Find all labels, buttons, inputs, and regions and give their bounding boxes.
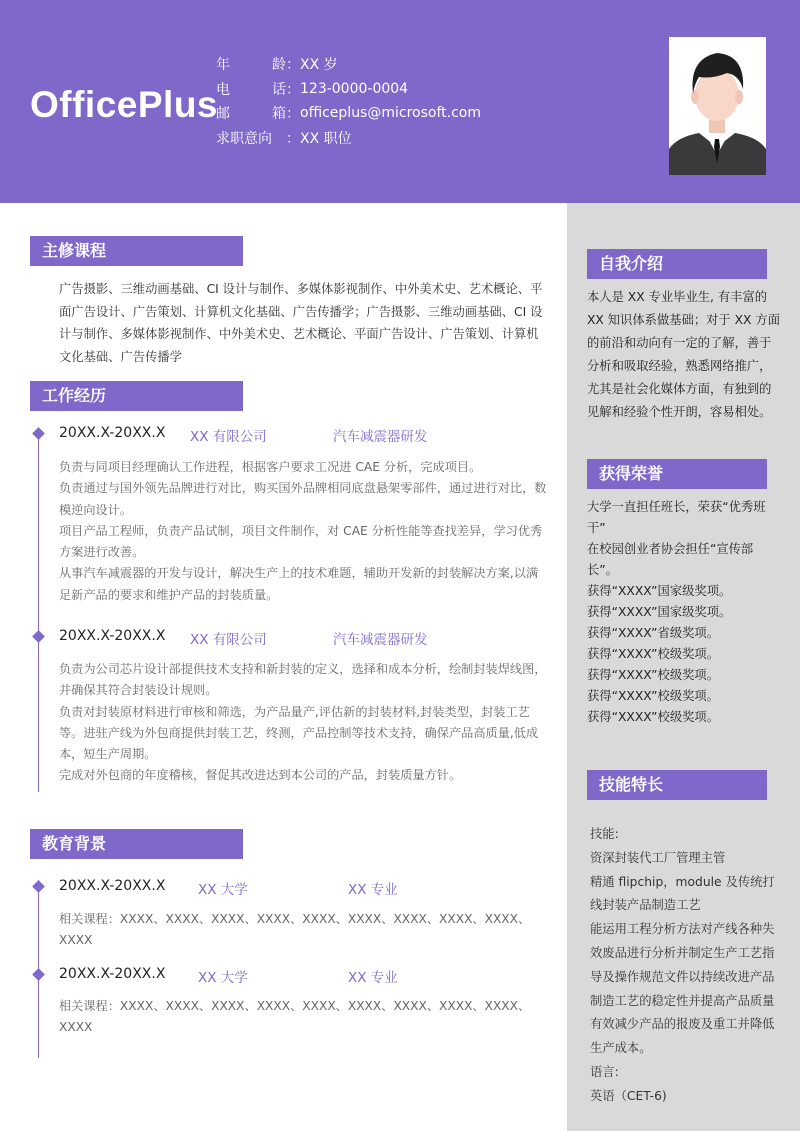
timeline-marker [32, 630, 45, 643]
intro-text: 本人是 XX 专业毕业生, 有丰富的 XX 知识体系做基础；对于 XX 方面的前沿和动向有一定的了解，善于分析和吸取经验，熟悉网络推广，尤其是社会化媒体方面，有独到的见解和经验个性开朗，容易相处。 [587, 290, 780, 419]
job-description [59, 457, 547, 606]
honor-item: 获得“XXXX”省级奖项。 [587, 626, 720, 640]
section-title-work: 工作经历 [30, 381, 243, 411]
job-date: 20XX.X-20XX.X [59, 628, 166, 644]
honor-item: 获得“XXXX”校级奖项。 [587, 668, 720, 682]
job-line: 负责与同项目经理确认工作进程，根据客户要求工况进 CAE 分析，完成项目。 [59, 460, 482, 474]
timeline-marker [32, 880, 45, 893]
skill-item: 能运用工程分析方法对产线各种失效废品进行分析并制定生产工艺指导及操作规范文件以持续改进产品制造工艺的稳定性并提高产品质量有效减少产品的报废及重工并降低生产成本。 [590, 922, 775, 1056]
work-timeline [38, 430, 39, 792]
timeline-marker [32, 427, 45, 440]
timeline-marker [32, 968, 45, 981]
skill-item: 语言: [590, 1064, 619, 1079]
edu-major: XX 专业 [348, 970, 398, 986]
skills-list [590, 823, 780, 1109]
job-description [59, 659, 547, 787]
section-title-honors: 获得荣誉 [587, 459, 767, 489]
edu-school: XX 大学 [198, 882, 248, 898]
job-line: 负责对封装原材料进行审核和筛选，为产品量产,评估新的封装材料,封装类型，封装工艺等。进驻产线为外包商提供封装工艺，终测，产品控制等技术支持，确保产品高质量,低成本，短生产周期。 [59, 704, 539, 762]
brand-name: OfficePlus [30, 84, 218, 125]
honor-item: 获得“XXXX”国家级奖项。 [587, 605, 732, 619]
honor-item: 获得“XXXX”校级奖项。 [587, 689, 720, 703]
edu-courses: 相关课程：XXXX、XXXX、XXXX、XXXX、XXXX、XXXX、XXXX、XXXX、XXXX、XXXX [59, 999, 531, 1035]
info-row-phone: 电 话 ： 123-0000-0004 [216, 80, 409, 98]
skill-item: 英语（CET-6) [590, 1088, 667, 1103]
section-title-skills: 技能特长 [587, 770, 767, 800]
honor-item: 获得“XXXX”校级奖项。 [587, 710, 720, 724]
job-line: 完成对外包商的年度稽核，督促其改进达到本公司的产品，封装质量方针。 [59, 768, 462, 783]
info-row-objective: 求职意向 ： XX 职位 [216, 126, 481, 151]
honors-list [587, 497, 783, 728]
info-row-email: 邮 箱 ： officeplus@microsoft.com [216, 105, 481, 123]
edu-school: XX 大学 [198, 970, 248, 986]
job-company: XX 有限公司 [190, 632, 267, 648]
job-date: 20XX.X-20XX.X [59, 425, 166, 441]
info-value: 123-0000-0004 [300, 80, 409, 97]
section-title-courses: 主修课程 [30, 236, 243, 266]
honor-item: 在校园创业者协会担任“宣传部长”。 [587, 542, 754, 577]
info-label: 求职意向 [216, 130, 272, 147]
skill-item: 精通 flipchip，module 及传统打线封装产品制造工艺 [590, 874, 775, 913]
personal-info [216, 52, 481, 150]
info-value: XX 职位 [300, 130, 352, 147]
skill-item: 资深封装代工厂管理主管 [590, 850, 726, 865]
section-title-education: 教育背景 [30, 829, 243, 859]
edu-courses: 相关课程：XXXX、XXXX、XXXX、XXXX、XXXX、XXXX、XXXX、XXXX、XXXX、XXXX [59, 912, 531, 948]
profile-photo [669, 37, 766, 175]
job-role: 汽车减震器研发 [333, 429, 428, 445]
job-line: 负责为公司芯片设计部提供技术支持和新封装的定义，选择和成本分析，绘制封装焊线图，并确保其符合封装设计规则。 [59, 662, 547, 698]
section-title-intro: 自我介绍 [587, 249, 767, 279]
info-value: XX 岁 [300, 57, 338, 74]
info-value: officeplus@microsoft.com [300, 105, 481, 122]
job-company: XX 有限公司 [190, 429, 267, 445]
avatar-icon [669, 37, 766, 175]
job-line: 负责通过与国外领先品牌进行对比，购买国外品牌相同底盘悬架零部件，通过进行对比，数模逆向设计。 [59, 481, 547, 517]
info-label: 年 龄 [216, 57, 286, 74]
info-label: 电 话 [216, 81, 286, 98]
info-row-age: 年 龄 ： XX 岁 [216, 52, 481, 77]
courses-text: 广告摄影、三维动画基础、CI 设计与制作、多媒体影视制作、中外美术史、艺术概论、平面广告设计、广告策划、计算机文化基础、广告传播学；广告摄影、三维动画基础、CI 设计与制作、多媒体影视制作、中外美术史、艺术概论、平面广告设计、广告策划、计算机文化基础、广告传播学 [59, 282, 543, 364]
skill-item: 技能: [590, 827, 619, 841]
edu-date: 20XX.X-20XX.X [59, 878, 166, 894]
info-label: 邮 箱 [216, 106, 286, 123]
honor-item: 获得“XXXX”校级奖项。 [587, 647, 720, 661]
edu-major: XX 专业 [348, 882, 398, 898]
job-line: 从事汽车减震器的开发与设计，解决生产上的技术难题，辅助开发新的封装解决方案,以满足新产品的要求和维护产品的封装质量。 [59, 566, 539, 602]
job-role: 汽车减震器研发 [333, 632, 428, 648]
job-line: 项目产品工程师，负责产品试制，项目文件制作，对 CAE 分析性能等查找差异，学习优秀方案进行改善。 [59, 523, 543, 560]
edu-date: 20XX.X-20XX.X [59, 966, 166, 982]
honor-item: 获得“XXXX”国家级奖项。 [587, 584, 732, 598]
honor-item: 大学一直担任班长，荣获“优秀班干” [587, 500, 766, 535]
